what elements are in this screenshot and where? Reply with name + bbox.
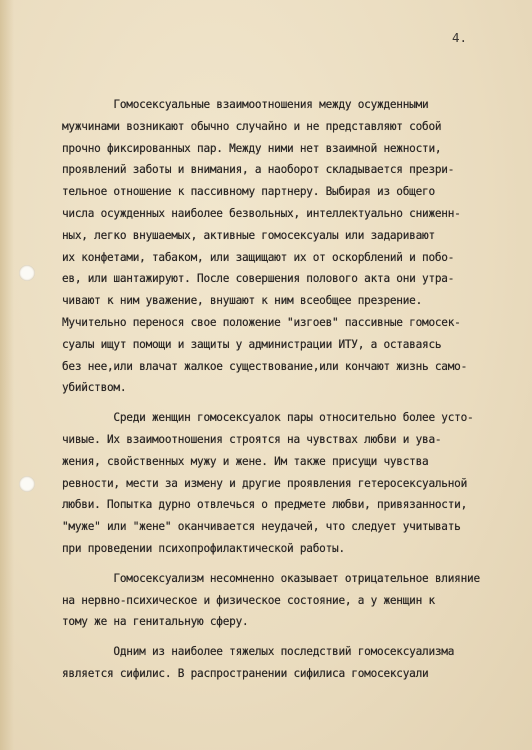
paragraph: [62, 94, 502, 399]
text-line: Гомосексуализм несомненно оказывает отрицательное влияние: [62, 571, 480, 585]
text-line: Мучительно перенося свое положение "изгоев" пассивные гомосек-: [62, 315, 461, 329]
typed-text-body: [62, 94, 502, 685]
paragraph: [62, 568, 502, 633]
text-line: числа осужденных наиболее безвольных, интеллектуально сниженн-: [62, 206, 461, 220]
text-line: без нее,или влачат жалкое существование,или кончают жизнь само-: [62, 359, 468, 373]
paragraph-gap: [62, 560, 502, 568]
paper-edge: [0, 0, 14, 750]
text-line: Одним из наиболее тяжелых последствий гомосексуализма: [62, 645, 455, 659]
text-line: проявлений заботы и внимания, а наоборот складывается презри-: [62, 163, 455, 177]
text-line: ных, легко внушаемых, активные гомосексуалы или задаривают: [62, 228, 435, 242]
punch-hole: [19, 265, 35, 281]
text-line: является сифилис. В распространении сифилиса гомосексуали: [62, 666, 429, 680]
text-line: убийством.: [62, 381, 127, 395]
text-line: ревности, мести за измену и другие проявления гетеросексуальной: [62, 476, 468, 490]
text-line: чивают к ним уважение, внушают к ним всеобщее презрение.: [62, 294, 423, 308]
punch-hole: [19, 476, 35, 492]
text-line: их конфетами, табаком, или защищают их от оскорблений и побо-: [62, 250, 455, 264]
text-line: ев, или шантажируют. После совершения полового акта они утра-: [62, 272, 455, 286]
text-line: мужчинами возникают обычно случайно и не представляют собой: [62, 119, 442, 133]
text-line: чивые. Их взаимоотношения строятся на чувствах любви и ува-: [62, 432, 442, 446]
paragraph-gap: [62, 633, 502, 641]
text-line: на нервно-психическое и физическое состояние, а у женщин к: [62, 593, 435, 607]
page-number: 4.: [452, 30, 468, 45]
text-line: тому же на генитальную сферу.: [62, 615, 249, 629]
text-line: Гомосексуальные взаимоотношения между осужденными: [62, 98, 429, 111]
text-line: Среди женщин гомосексуалок пары относительно более усто-: [62, 411, 474, 425]
text-line: жения, свойственных мужу и жене. Им также присущи чувства: [62, 454, 429, 468]
paragraph: [62, 641, 502, 685]
text-line: прочно фиксированных пар. Между ними нет взаимной нежности,: [62, 141, 442, 155]
text-line: "муже" или "жене" оканчивается неудачей, что следует учитывать: [62, 520, 461, 534]
text-line: тельное отношение к пассивному партнеру. Выбирая из общего: [62, 185, 435, 199]
text-line: суалы ищут помощи и защиты у администрации ИТУ, а оставаясь: [62, 337, 442, 351]
text-line: при проведении психопрофилактической работы.: [62, 541, 345, 555]
text-line: любви. Попытка дурно отвлечься о предмете любви, привязанности,: [62, 498, 468, 512]
paragraph: [62, 407, 502, 560]
paragraph-gap: [62, 399, 502, 407]
